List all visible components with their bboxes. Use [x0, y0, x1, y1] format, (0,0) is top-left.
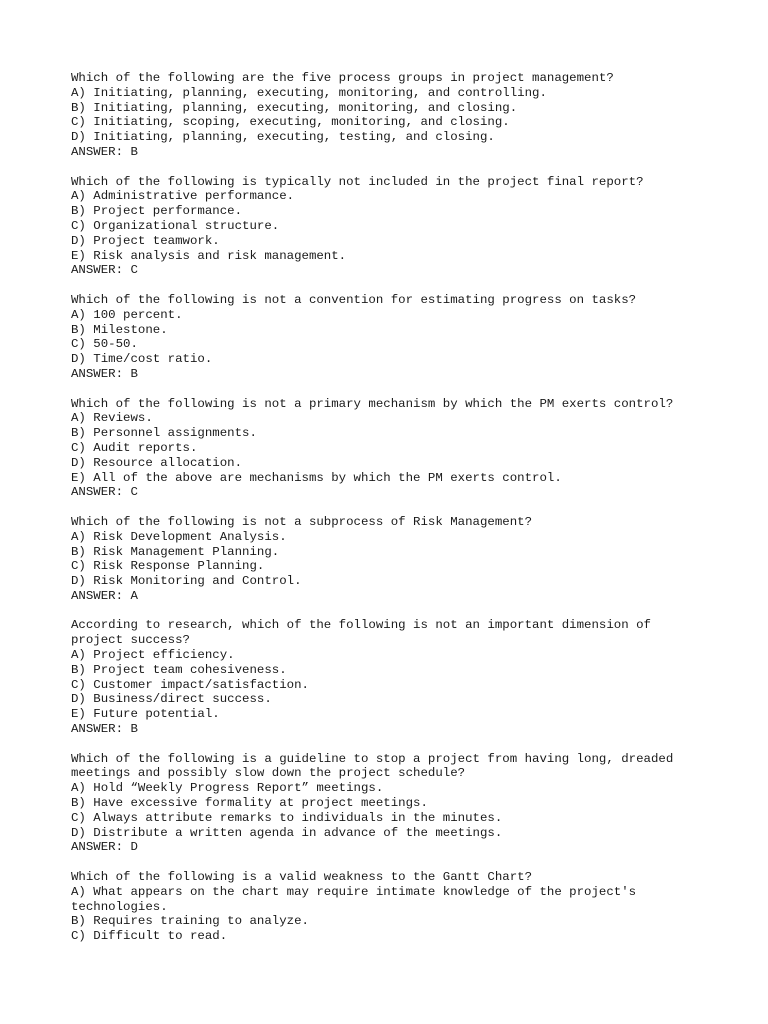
question-text: Which of the following is typically not included in the project final report?	[71, 174, 644, 189]
answer-option: E) All of the above are mechanisms by which the PM exerts control.	[71, 470, 562, 485]
answer-line: ANSWER: B	[71, 366, 138, 381]
answer-option: B) Project performance.	[71, 204, 243, 219]
question-text: Which of the following is not a primary mechanism by which the PM exerts control?	[71, 396, 674, 411]
document-page	[71, 71, 751, 959]
answer-option: A) Administrative performance.	[71, 189, 295, 204]
answer-option: A) Project efficiency.	[71, 648, 235, 663]
text-continuation: technologies.	[71, 899, 168, 914]
text-continuation: meetings and possibly slow down the project schedule?	[71, 766, 466, 781]
question-text: According to research, which of the following is not an important dimension of	[71, 618, 651, 633]
answer-option: C) 50-50.	[71, 337, 138, 352]
answer-line: ANSWER: A	[71, 588, 138, 603]
question-block	[71, 870, 751, 944]
answer-line: ANSWER: C	[71, 485, 138, 500]
answer-option: C) Always attribute remarks to individuals in the minutes.	[71, 810, 503, 825]
answer-option: B) Have excessive formality at project meetings.	[71, 796, 428, 811]
answer-option: A) What appears on the chart may require intimate knowledge of the project's	[71, 884, 637, 899]
answer-option: E) Risk analysis and risk management.	[71, 248, 347, 263]
question-block	[71, 175, 751, 279]
answer-option: A) Risk Development Analysis.	[71, 529, 287, 544]
question-text: Which of the following is a guideline to stop a project from having long, dreaded	[71, 751, 674, 766]
answer-option: C) Difficult to read.	[71, 929, 228, 944]
answer-option: C) Initiating, scoping, executing, monitoring, and closing.	[71, 115, 510, 130]
answer-option: B) Initiating, planning, executing, monitoring, and closing.	[71, 100, 518, 115]
question-block	[71, 293, 751, 382]
answer-option: A) Initiating, planning, executing, monitoring, and controlling.	[71, 85, 547, 100]
question-block	[71, 71, 751, 160]
answer-option: D) Distribute a written agenda in advance of the meetings.	[71, 825, 503, 840]
answer-option: A) Hold “Weekly Progress Report” meetings.	[71, 781, 384, 796]
question-block	[71, 752, 751, 856]
question-block	[71, 515, 751, 604]
answer-option: D) Initiating, planning, executing, testing, and closing.	[71, 130, 495, 145]
question-text: Which of the following is a valid weakness to the Gantt Chart?	[71, 870, 533, 885]
answer-option: C) Organizational structure.	[71, 218, 280, 233]
answer-line: ANSWER: B	[71, 144, 138, 159]
answer-option: C) Risk Response Planning.	[71, 559, 265, 574]
answer-option: C) Customer impact/satisfaction.	[71, 677, 309, 692]
answer-option: D) Project teamwork.	[71, 233, 220, 248]
answer-option: B) Personnel assignments.	[71, 426, 257, 441]
answer-option: B) Risk Management Planning.	[71, 544, 280, 559]
question-text: Which of the following is not a subprocess of Risk Management?	[71, 514, 533, 529]
answer-option: D) Business/direct success.	[71, 692, 272, 707]
answer-option: D) Time/cost ratio.	[71, 352, 213, 367]
answer-line: ANSWER: D	[71, 840, 138, 855]
answer-option: E) Future potential.	[71, 707, 220, 722]
answer-option: B) Milestone.	[71, 322, 168, 337]
answer-line: ANSWER: C	[71, 263, 138, 278]
answer-option: B) Project team cohesiveness.	[71, 662, 287, 677]
question-text: Which of the following is not a convention for estimating progress on tasks?	[71, 292, 637, 307]
question-block	[71, 618, 751, 736]
answer-option: B) Requires training to analyze.	[71, 914, 309, 929]
question-text: Which of the following are the five process groups in project management?	[71, 71, 614, 85]
text-continuation: project success?	[71, 633, 190, 648]
answer-line: ANSWER: B	[71, 722, 138, 737]
answer-option: A) 100 percent.	[71, 307, 183, 322]
question-block	[71, 397, 751, 501]
answer-option: D) Resource allocation.	[71, 455, 243, 470]
answer-option: C) Audit reports.	[71, 440, 198, 455]
answer-option: A) Reviews.	[71, 411, 153, 426]
answer-option: D) Risk Monitoring and Control.	[71, 574, 302, 589]
